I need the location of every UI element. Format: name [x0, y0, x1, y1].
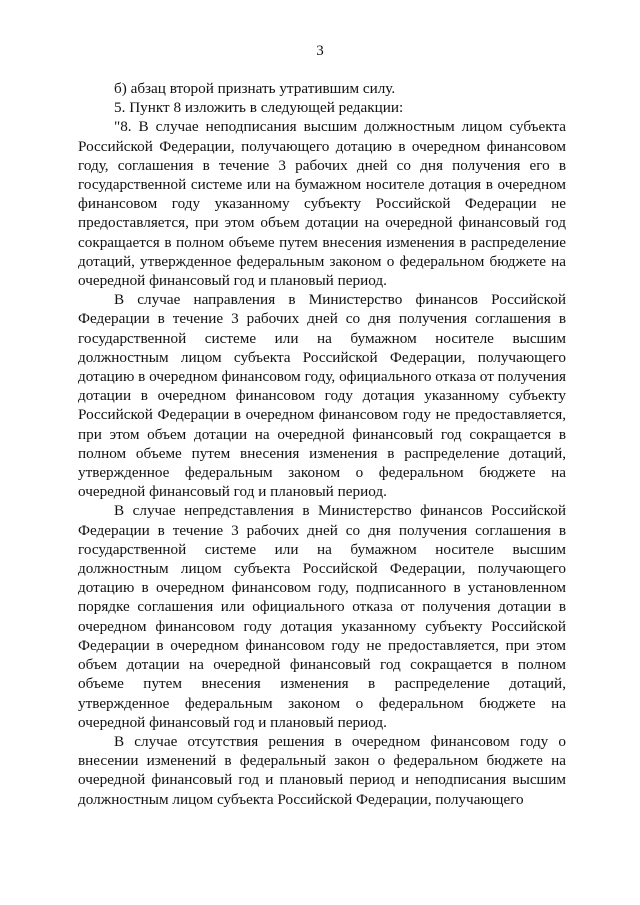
paragraph-point-8-unsigned: "8. В случае неподписания высшим должностным лицом субъекта Российской Федерации, получающего дотацию в очередном финансовом году, соглашения в течение 3 рабочих дней со дня получения его в государственной системе или на бумажном носителе дотация в очередном финансовом году указанному субъекту Российской Федерации не предоставляется, при этом объем дотации на очередной финансовый год сокращается в полном объеме путем внесения изменения в распределение дотаций, утвержденное федеральным законом о федеральном бюджете на очередной финансовый год и плановый период.	[78, 118, 566, 290]
paragraph-non-submission: В случае непредставления в Министерство финансов Российской Федерации в течение 3 рабочих дней со дня получения соглашения в государственной системе или на бумажном носителе высшим должностным лицом субъекта Российской Федерации, получающего дотацию в очередном финансовом году, подписанного в установленном порядке соглашения или официального отказа от получения дотации в очередном финансовом году дотация указанному субъекту Российской Федерации в очередном финансовом году не предоставляется, при этом объем дотации на очередной финансовый год сокращается в полном объеме путем внесения изменения в распределение дотаций, утвержденное федеральным законом о федеральном бюджете на очередной финансовый год и плановый период.	[78, 502, 566, 731]
paragraph-item-b: б) абзац второй признать утратившим силу.	[114, 80, 396, 97]
paragraph-no-decision: В случае отсутствия решения в очередном финансовом году о внесении изменений в федеральный закон о федеральном бюджете на очередной финансовый год и плановый период и неподписания высшим должностным лицом субъекта Российской Федерации, получающего	[78, 732, 566, 808]
paragraph-refusal: В случае направления в Министерство финансов Российской Федерации в течение 3 рабочих дней со дня получения соглашения в государственной системе или на бумажном носителе высшим должностным лицом субъекта Российской Федерации, получающего дотацию в очередном финансовом году, официального отказа от получения дотации в очередном финансовом году дотация указанному субъекту Российской Федерации в очередном финансовом году не предоставляется, при этом объем дотации на очередной финансовый год сокращается в полном объеме путем внесения изменения в распределение дотаций, утвержденное федеральным законом о федеральном бюджете на очередной финансовый год и плановый период.	[78, 291, 566, 501]
paragraph-item-5: 5. Пункт 8 изложить в следующей редакции:	[114, 99, 404, 117]
page-number: 3	[316, 43, 324, 59]
document-body	[78, 79, 566, 809]
